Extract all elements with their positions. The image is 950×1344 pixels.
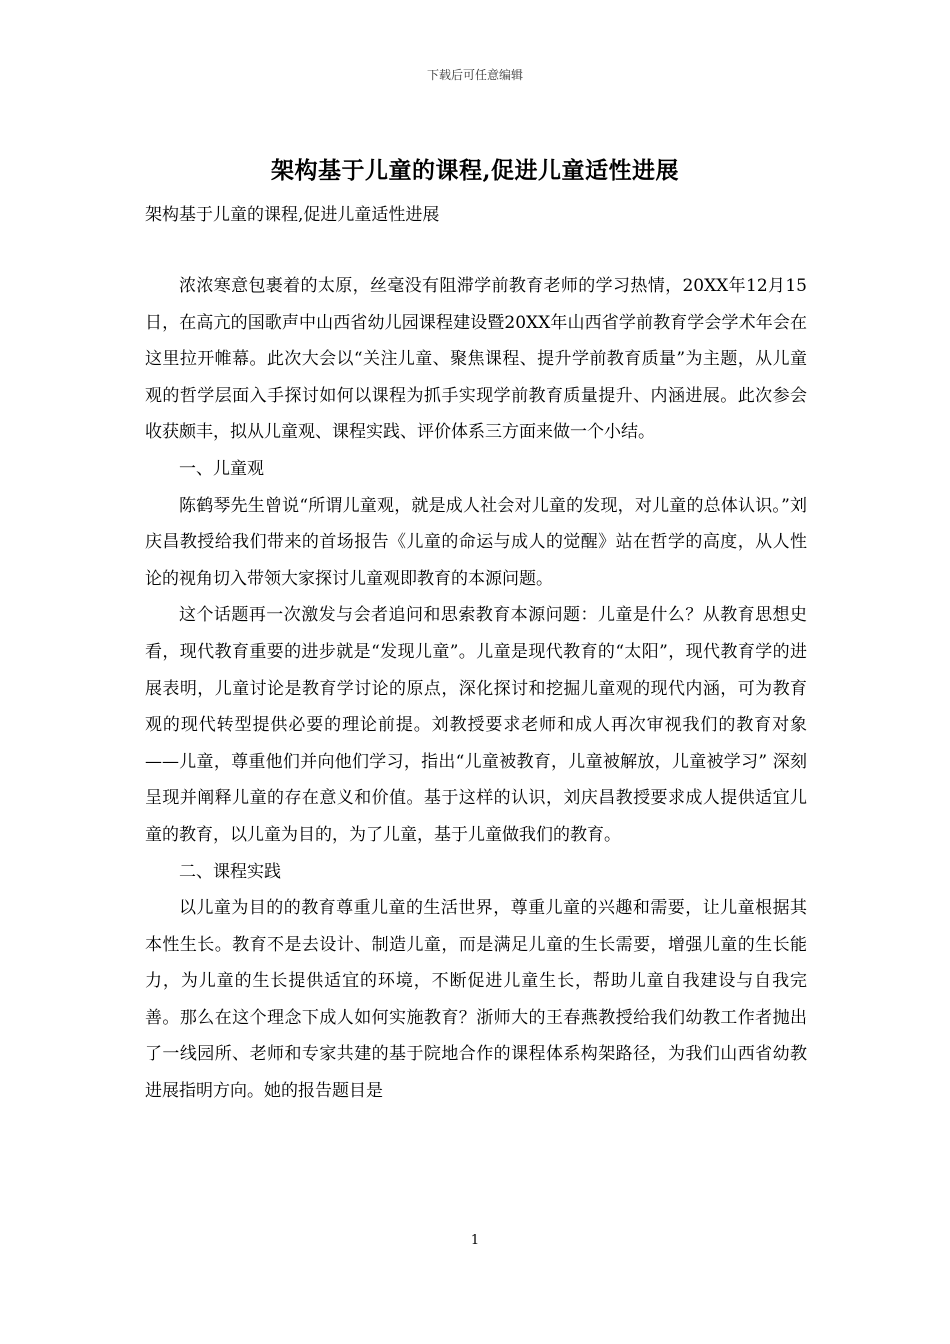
page-number: 1 [470, 1233, 480, 1248]
section-heading-curriculum-practice: 二、课程实践 [179, 861, 281, 882]
document-title: 架构基于儿童的课程,促进儿童适性进展 [270, 157, 679, 184]
paragraph-child-view-2: 这个话题再一次激发与会者追问和思索教育本源问题：儿童是什么？从教育思想史看，现代教育重要的进步就是“发现儿童”。儿童是现代教育的“太阳”，现代教育学的进展表明，儿童讨论是教育学讨论的原点，深化探讨和挖掘儿童观的现代内涵，可为教育观的现代转型提供必要的理论前提。刘教授要求老师和成人再次审视我们的教育对象——儿童，尊重他们并向他们学习，指出“儿童被教育，儿童被解放，儿童被学习” 深刻呈现并阐释儿童的存在意义和价值。基于这样的认识，刘庆昌教授要求成人提供适宜儿童的教育，以儿童为目的，为了儿童，基于儿童做我们的教育。 [145, 605, 807, 845]
paragraph-intro: 浓浓寒意包裹着的太原，丝毫没有阻滞学前教育老师的学习热情，20XX年12月15日，在高亢的国歌声中山西省幼儿园课程建设暨20XX年山西省学前教育学会学术年会在这里拉开帷幕。此次大会以“关注儿童、聚焦课程、提升学前教育质量”为主题，从儿童观的哲学层面入手探讨如何以课程为抓手实现学前教育质量提升、内涵进展。此次参会收获颇丰，拟从儿童观、课程实践、评价体系三方面来做一个小结。 [145, 276, 807, 443]
paragraph-curriculum-practice: 以儿童为目的的教育尊重儿童的生活世界，尊重儿童的兴趣和需要，让儿童根据其本性生长。教育不是去设计、制造儿童，而是满足儿童的生长需要，增强儿童的生长能力，为儿童的生长提供适宜的环境，不断促进儿童生长，帮助儿童自我建设与自我完善。那么在这个理念下成人如何实施教育？浙师大的王春燕教授给我们幼教工作者抛出了一线园所、老师和专家共建的基于院地合作的课程体系构架路径，为我们山西省幼教进展指明方向。她的报告题目是 [145, 898, 807, 1102]
header-note: 下载后可任意编辑 [426, 68, 523, 82]
section-heading-child-view: 一、儿童观 [179, 458, 264, 479]
document-body [145, 268, 807, 1110]
paragraph-child-view-1: 陈鹤琴先生曾说“所谓儿童观，就是成人社会对儿童的发现，对儿童的总体认识。”刘庆昌教授给我们带来的首场报告《儿童的命运与成人的觉醒》站在哲学的高度，从人性论的视角切入带领大家探讨儿童观即教育的本源问题。 [145, 495, 807, 589]
document-subtitle: 架构基于儿童的课程,促进儿童适性进展 [145, 205, 440, 225]
